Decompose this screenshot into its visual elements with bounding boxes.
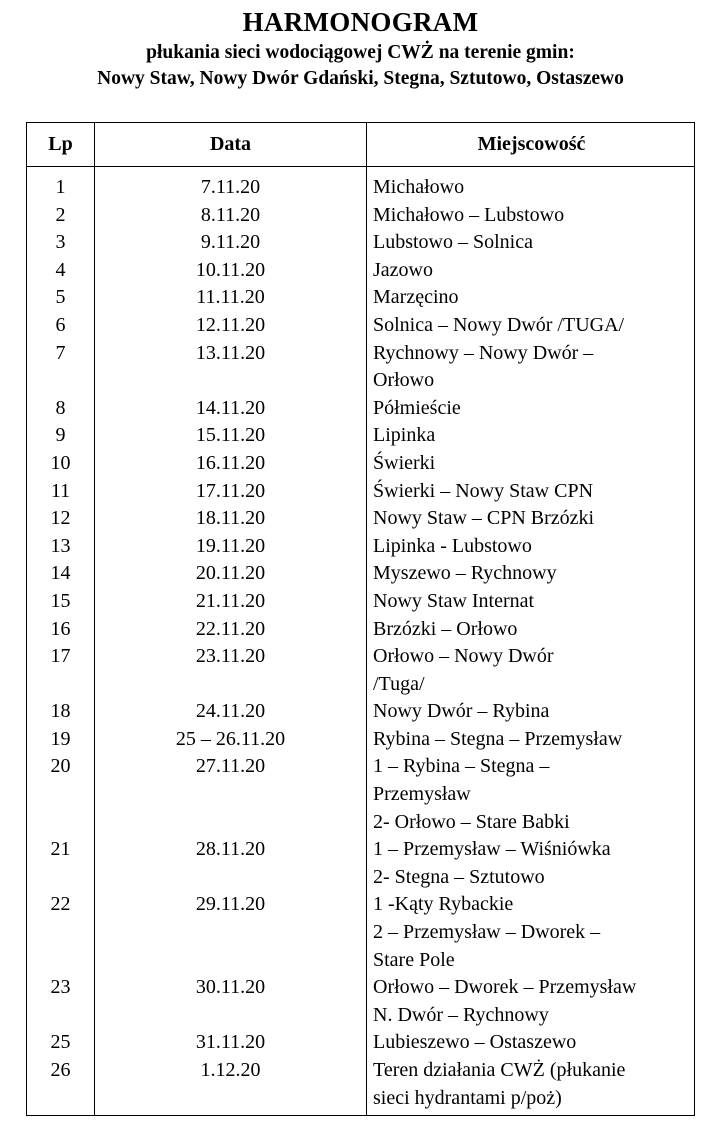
- table-row: [27, 1057, 696, 1112]
- row-date: 29.11.20: [195, 893, 266, 916]
- row-location: Lipinka - Lubstowo: [373, 534, 532, 557]
- column-header-miejscowosc: Miejscowość: [477, 133, 586, 155]
- row-location: Nowy Staw – CPN Brzózki: [373, 507, 595, 530]
- table-row: [27, 284, 696, 312]
- table-row: [27, 974, 696, 1029]
- row-location: Myszewo – Rychnowy: [373, 562, 557, 585]
- row-date: 16.11.20: [195, 451, 266, 474]
- table-row: [27, 202, 696, 230]
- row-location: Michałowo – Lubstowo: [373, 203, 565, 226]
- row-number: 9: [55, 424, 66, 447]
- table-row: [27, 1029, 696, 1057]
- row-number: 8: [55, 396, 66, 419]
- table-row: [27, 698, 696, 726]
- schedule-table: [26, 122, 695, 1116]
- row-location: 1 – Przemysław – Wiśniówka 2- Stegna – Sztutowo: [373, 838, 611, 888]
- row-date: 25 – 26.11.20: [175, 727, 286, 750]
- row-date: 10.11.20: [195, 258, 266, 281]
- row-number: 16: [50, 617, 71, 640]
- row-number: 26: [50, 1059, 71, 1081]
- table-row: [27, 560, 696, 588]
- row-number: 3: [55, 231, 66, 254]
- row-number: 1: [55, 176, 66, 198]
- row-date: 14.11.20: [195, 396, 266, 419]
- row-date: 8.11.20: [200, 203, 261, 226]
- table-body: [27, 174, 696, 1112]
- row-location: Marzęcino: [373, 286, 459, 309]
- row-location: Solnica – Nowy Dwór /TUGA/: [373, 313, 625, 336]
- row-date: 9.11.20: [200, 231, 261, 254]
- row-location: Orłowo – Dworek – Przemysław N. Dwór – Rychnowy: [373, 976, 637, 1026]
- row-number: 6: [55, 313, 66, 336]
- column-header-data: Data: [209, 133, 252, 155]
- row-location: Nowy Dwór – Rybina: [373, 700, 550, 723]
- table-row: [27, 891, 696, 974]
- row-number: 21: [50, 838, 71, 861]
- row-date: 31.11.20: [195, 1031, 266, 1054]
- row-number: 13: [50, 534, 71, 557]
- table-row: [27, 422, 696, 450]
- row-date: 19.11.20: [195, 534, 266, 557]
- table-row: [27, 257, 696, 285]
- table-row: [27, 478, 696, 506]
- row-number: 23: [50, 976, 71, 999]
- column-header-lp: Lp: [48, 133, 73, 155]
- row-location: Lubstowo – Solnica: [373, 231, 533, 254]
- row-location: Orłowo – Nowy Dwór /Tuga/: [373, 645, 554, 695]
- table-row: [27, 588, 696, 616]
- table-row: [27, 312, 696, 340]
- row-date: 20.11.20: [195, 562, 266, 585]
- row-date: 7.11.20: [200, 176, 261, 198]
- row-date: 11.11.20: [196, 286, 265, 309]
- table-row: [27, 753, 696, 836]
- row-date: 27.11.20: [195, 755, 266, 778]
- row-location: Jazowo: [373, 258, 433, 281]
- row-location: Nowy Staw Internat: [373, 589, 535, 612]
- row-location: 1 -Kąty Rybackie 2 – Przemysław – Dworek – Stare Pole: [373, 893, 601, 971]
- row-date: 12.11.20: [195, 313, 266, 336]
- row-date: 15.11.20: [195, 424, 266, 447]
- table-row: [27, 505, 696, 533]
- row-number: 11: [50, 479, 71, 502]
- row-number: 4: [55, 258, 66, 281]
- table-row: [27, 616, 696, 644]
- row-number: 25: [50, 1031, 71, 1054]
- table-row: [27, 726, 696, 754]
- table-row: [27, 174, 696, 202]
- row-location: Michałowo: [373, 176, 465, 198]
- row-date: 23.11.20: [195, 645, 266, 668]
- table-row: [27, 836, 696, 891]
- document-subtitle-line1: płukania sieci wodociągowej CWŻ na terenie gmin:: [146, 42, 575, 63]
- row-location: Świerki: [373, 451, 436, 474]
- row-location: Rybina – Stegna – Przemysław: [373, 727, 623, 750]
- row-number: 5: [55, 286, 66, 309]
- row-date: 28.11.20: [195, 838, 266, 861]
- document-subtitle-line2: Nowy Staw, Nowy Dwór Gdański, Stegna, Sztutowo, Ostaszewo: [97, 68, 624, 89]
- row-location: Świerki – Nowy Staw CPN: [373, 479, 594, 502]
- row-number: 7: [55, 341, 66, 364]
- table-row: [27, 229, 696, 257]
- row-number: 18: [50, 700, 71, 723]
- row-number: 15: [50, 589, 71, 612]
- row-date: 1.12.20: [200, 1059, 261, 1081]
- row-date: 13.11.20: [195, 341, 266, 364]
- row-location: Półmieście: [373, 396, 461, 419]
- header-divider: [27, 166, 694, 167]
- row-number: 22: [50, 893, 71, 916]
- row-location: 1 – Rybina – Stegna – Przemysław 2- Orłowo – Stare Babki: [373, 755, 570, 833]
- row-date: 21.11.20: [195, 589, 266, 612]
- document-title: HARMONOGRAM: [242, 7, 479, 37]
- row-location: Rychnowy – Nowy Dwór – Orłowo: [373, 341, 594, 392]
- row-number: 2: [55, 203, 66, 226]
- table-row: [27, 340, 696, 395]
- row-number: 12: [50, 507, 71, 530]
- row-location: Brzózki – Orłowo: [373, 617, 518, 640]
- row-date: 18.11.20: [195, 507, 266, 530]
- row-number: 20: [50, 755, 71, 778]
- row-date: 24.11.20: [195, 700, 266, 723]
- row-date: 17.11.20: [195, 479, 266, 502]
- row-number: 14: [50, 562, 71, 585]
- row-location: Lubieszewo – Ostaszewo: [373, 1031, 577, 1054]
- row-number: 17: [50, 645, 71, 668]
- table-row: [27, 450, 696, 478]
- table-row: [27, 395, 696, 423]
- row-date: 30.11.20: [195, 976, 266, 999]
- table-row: [27, 643, 696, 698]
- row-location: Lipinka: [373, 424, 436, 447]
- row-date: 22.11.20: [195, 617, 266, 640]
- table-row: [27, 533, 696, 561]
- row-number: 19: [50, 727, 71, 750]
- row-location: Teren działania CWŻ (płukanie sieci hydrantami p/poż): [373, 1059, 626, 1109]
- row-number: 10: [50, 451, 71, 474]
